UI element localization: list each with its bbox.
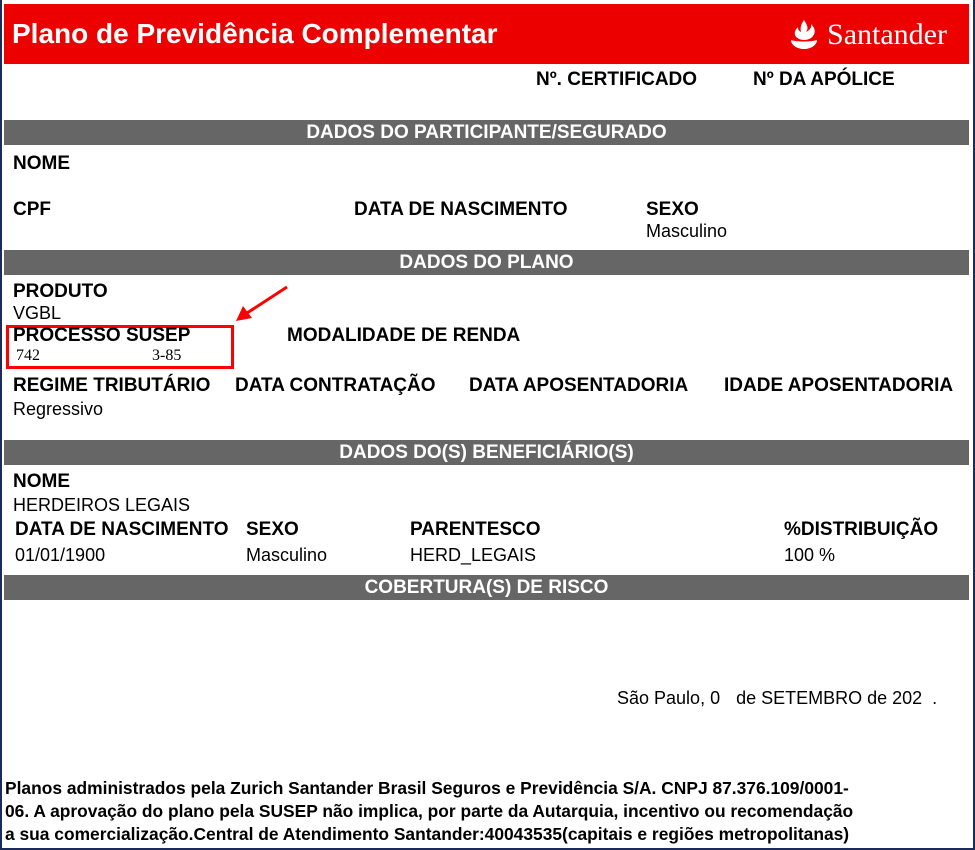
produto-value: VGBL (13, 303, 62, 323)
city-date-start: São Paulo, 0 (617, 688, 721, 708)
annotation-arrow (230, 282, 292, 324)
beneficiario-sexo-label: SEXO (246, 519, 299, 540)
header-bar (4, 4, 969, 64)
regime-label: REGIME TRIBUTÁRIO (13, 375, 211, 396)
brand-name: Santander (827, 18, 947, 51)
section-plano: DADOS DO PLANO (4, 250, 969, 275)
participante-nome-label: NOME (13, 153, 70, 174)
cpf-label: CPF (13, 199, 51, 220)
footer-text (5, 777, 967, 846)
beneficiario-nascimento-value: 01/01/1900 (15, 545, 106, 565)
city-date-end: . (932, 688, 938, 708)
distribuicao-value: 100 % (784, 545, 836, 565)
modalidade-label: MODALIDADE DE RENDA (287, 325, 521, 346)
nascimento-label: DATA DE NASCIMENTO (354, 199, 568, 220)
document-title: Plano de Previdência Complementar (12, 18, 498, 49)
section-beneficiarios: DADOS DO(S) BENEFICIÁRIO(S) (4, 440, 969, 465)
city-date (617, 688, 937, 709)
apolice-label: Nº DA APÓLICE (753, 69, 895, 90)
section-participante: DADOS DO PARTICIPANTE/SEGURADO (4, 120, 969, 145)
certificado-label: Nº. CERTIFICADO (536, 69, 698, 90)
sexo-value: Masculino (646, 221, 728, 241)
beneficiario-nascimento-label: DATA DE NASCIMENTO (15, 519, 229, 540)
sexo-label: SEXO (646, 199, 699, 220)
susep-value (16, 347, 181, 365)
beneficiario-nome-label: NOME (13, 471, 70, 492)
footer-line-3: a sua comercialização.Central de Atendimento Santander:40043535(capitais e regiões metropolitanas) (5, 824, 850, 844)
footer-line-1: Planos administrados pela Zurich Santander Brasil Seguros e Previdência S/A. CNPJ 87.376.109/0001- (5, 778, 849, 798)
susep-label: PROCESSO SUSEP (13, 325, 191, 346)
flame-icon (787, 18, 821, 52)
parentesco-label: PARENTESCO (410, 519, 541, 540)
footer-line-2: 06. A aprovação do plano pela SUSEP não implica, por parte da Autarquia, incentivo ou recomendação (5, 801, 854, 821)
beneficiario-sexo-value: Masculino (246, 545, 328, 565)
parentesco-value: HERD_LEGAIS (410, 545, 537, 565)
aposentadoria-label: DATA APOSENTADORIA (469, 375, 689, 396)
contratacao-label: DATA CONTRATAÇÃO (235, 375, 436, 396)
city-date-middle: de SETEMBRO de 202 (736, 688, 923, 708)
susep-value-end: 3-85 (152, 347, 182, 364)
regime-value: Regressivo (13, 399, 104, 419)
santander-logo (787, 18, 947, 52)
beneficiario-nome-value: HERDEIROS LEGAIS (13, 495, 191, 515)
produto-label: PRODUTO (13, 281, 108, 302)
section-cobertura: COBERTURA(S) DE RISCO (4, 575, 969, 600)
idade-aposentadoria-label: IDADE APOSENTADORIA (724, 375, 954, 396)
susep-value-start: 742 (16, 347, 40, 364)
distribuicao-label: %DISTRIBUIÇÃO (784, 519, 939, 540)
